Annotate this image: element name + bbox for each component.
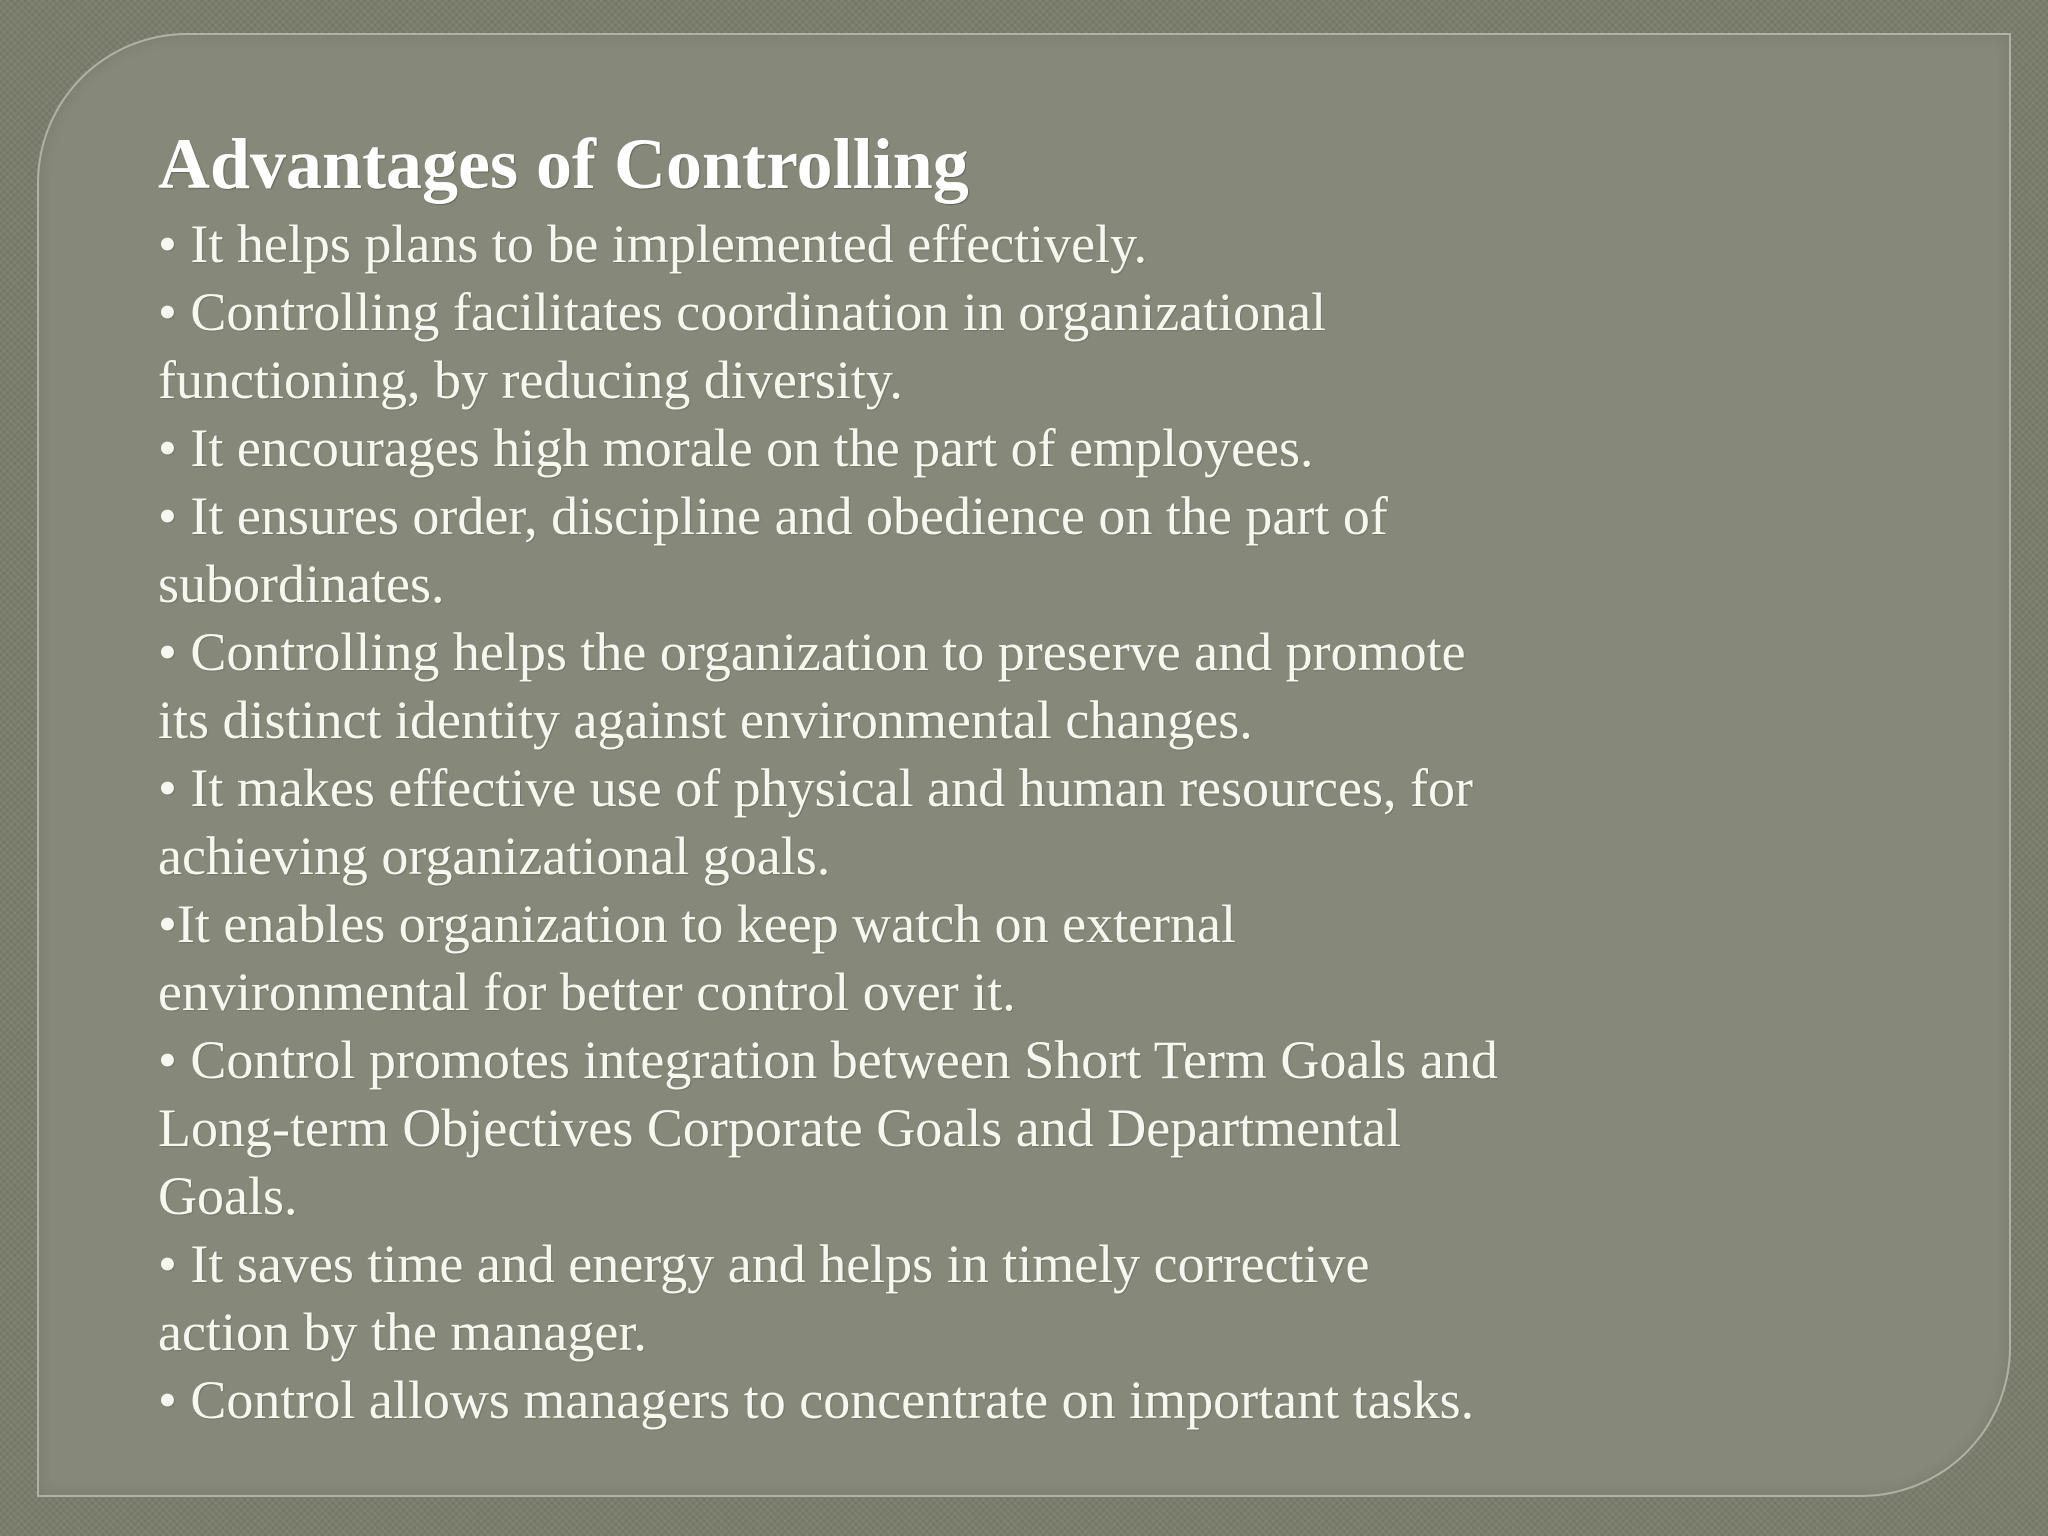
bullet-item: • It saves time and energy and helps in timely corrective action by the manager. — [158, 1234, 1370, 1362]
slide-title: Advantages of Controlling — [158, 124, 969, 204]
bullet-item: • Control promotes integration between Short Term Goals and Long-term Objectives Corporate Goals and Departmental Goals. — [158, 1030, 1498, 1226]
bullet-item: • It encourages high morale on the part of employees. — [158, 418, 1314, 478]
slide-content — [158, 118, 1498, 1536]
bullet-item: •It enables organization to keep watch on external environmental for better control over it. — [158, 894, 1236, 1022]
bullet-item: • It makes effective use of physical and human resources, for achieving organizational goals. — [158, 758, 1473, 886]
bullet-list — [158, 210, 1498, 1434]
bullet-item: • Controlling facilitates coordination in organizational functioning, by reducing diversity. — [158, 282, 1327, 410]
bullet-item: • Controlling helps the organization to preserve and promote its distinct identity against environmental changes. — [158, 622, 1466, 750]
bullet-item: • It ensures order, discipline and obedience on the part of subordinates. — [158, 486, 1388, 614]
bullet-item: • Control allows managers to concentrate on important tasks. — [158, 1370, 1475, 1430]
bullet-item: • It helps plans to be implemented effectively. — [158, 214, 1148, 274]
